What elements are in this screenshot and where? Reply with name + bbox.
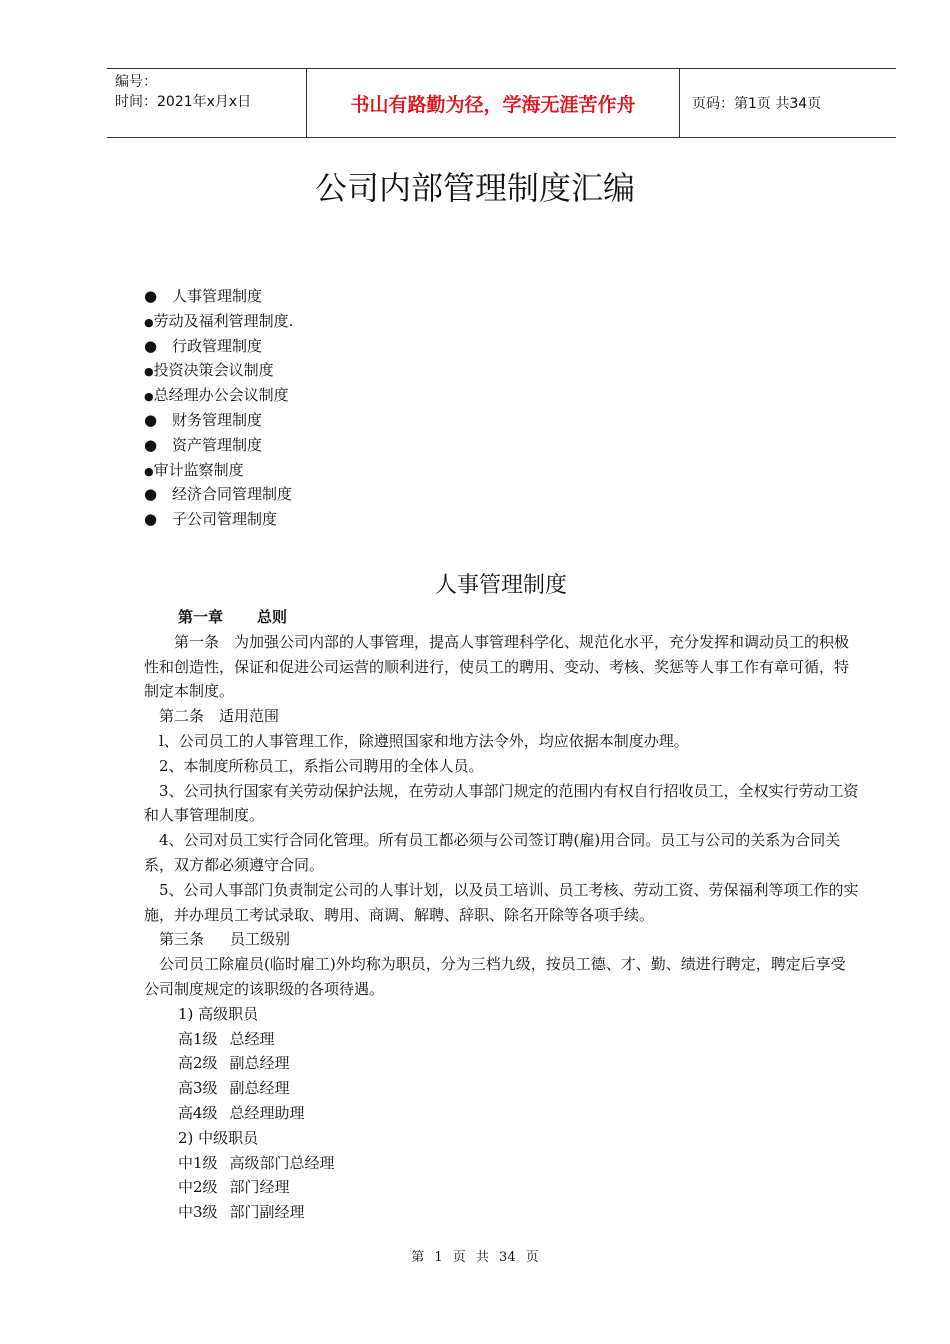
chapter-heading [144, 605, 860, 630]
toc-item-label: 资产管理制度 [172, 435, 263, 454]
staff-level-row [144, 1200, 860, 1225]
article-2-item: 5、公司人事部门负责制定公司的人事计划，以及员工培训、员工考核、劳动工资、劳保福利等项工作的实施，并办理员工考试录取、聘用、商调、解聘、辞职、除名开除等各项手续。 [144, 880, 859, 924]
article-2-item: 3、公司执行国家有关劳动保护法规，在劳动人事部门规定的范围内有权自行招收员工，全权实行劳动工资和人事管理制度。 [144, 781, 859, 825]
level-code: 中3级 [178, 1203, 218, 1222]
staff-group-heading: 1) 高级职员 [178, 1004, 259, 1023]
header-page-info: 页码：第1页 共34页 [692, 96, 822, 112]
header-meta [107, 69, 307, 137]
document-title: 公司内部管理制度汇编 [314, 169, 635, 207]
toc-item [144, 408, 293, 433]
toc-item [144, 433, 293, 458]
staff-level-row [144, 1027, 860, 1052]
page-header [107, 68, 896, 138]
bullet-icon: ● [144, 390, 154, 404]
header-motto: 书山有路勤为径，学海无涯苦作舟 [307, 69, 680, 137]
page-footer: 第 1 页 共 34 页 [411, 1250, 539, 1265]
chapter-number: 第一章 [178, 608, 224, 626]
article-2-item: 4、公司对员工实行合同化管理。所有员工都必须与公司签订聘(雇)用合同。员工与公司的关系为合同关系，双方都必须遵守合同。 [144, 831, 841, 874]
bullet-icon: ● [144, 464, 154, 478]
staff-level-row [144, 1076, 860, 1101]
bullet-icon: ● [144, 336, 158, 355]
article-2-heading: 第二条 适用范围 [159, 707, 280, 726]
level-title: 部门经理 [229, 1178, 290, 1197]
toc-item [144, 507, 293, 532]
bullet-icon: ● [144, 510, 158, 529]
time-label: 时间：2021年x月x日 [115, 94, 252, 110]
toc-item [144, 358, 293, 383]
article-3-number: 第三条 [159, 930, 205, 949]
level-code: 高4级 [178, 1103, 218, 1122]
chapter-name: 总则 [257, 608, 288, 626]
article-3-heading [144, 927, 860, 952]
toc-item-label: 人事管理制度 [172, 287, 263, 305]
toc-item [144, 458, 293, 483]
level-code: 高2级 [178, 1054, 218, 1073]
toc-item [144, 309, 293, 334]
section-title: 人事管理制度 [434, 573, 567, 598]
toc-item [144, 284, 293, 309]
article-3-name: 员工级别 [230, 930, 291, 949]
toc-item [144, 334, 293, 359]
toc-item-label: 财务管理制度 [172, 410, 263, 429]
toc-item-label: 劳动及福利管理制度. [153, 311, 294, 330]
bullet-icon: ● [144, 435, 158, 454]
article-1: 第一条 为加强公司内部的人事管理，提高人事管理科学化、规范化水平，充分发挥和调动员工的积极性和创造性，保证和促进公司运营的顺利进行，使员工的聘用、变动、考核、奖惩等人事工作有章可循，特制定本制度。 [144, 632, 850, 701]
level-title: 部门副经理 [229, 1203, 305, 1222]
level-code: 中1级 [178, 1153, 218, 1172]
number-label: 编号： [115, 74, 157, 90]
level-title: 总经理助理 [229, 1103, 305, 1122]
bullet-icon: ● [144, 410, 158, 429]
staff-level-row [144, 1051, 860, 1076]
toc-item [144, 383, 293, 408]
level-title: 高级部门总经理 [229, 1153, 335, 1172]
toc-item-label: 投资决策会议制度 [153, 361, 274, 380]
bullet-icon: ● [144, 485, 158, 504]
toc-item-label: 总经理办公会议制度 [153, 386, 289, 405]
level-title: 副总经理 [229, 1054, 290, 1073]
bullet-icon: ● [144, 287, 158, 305]
staff-level-row [144, 1101, 860, 1126]
toc-item-label: 经济合同管理制度 [172, 485, 293, 504]
toc-item-label: 行政管理制度 [172, 336, 263, 355]
staff-level-row [144, 1175, 860, 1200]
bullet-icon: ● [144, 365, 154, 379]
level-code: 高3级 [178, 1079, 218, 1098]
level-code: 中2级 [178, 1178, 218, 1197]
level-code: 高1级 [178, 1029, 218, 1048]
toc-item-label: 子公司管理制度 [172, 510, 278, 529]
document-body [144, 605, 860, 1225]
article-2-item: l、公司员工的人事管理工作，除遵照国家和地方法令外，均应依据本制度办理。 [159, 731, 689, 750]
table-of-contents [144, 284, 293, 532]
level-title: 副总经理 [229, 1079, 290, 1098]
bullet-icon: ● [144, 315, 154, 329]
toc-item [144, 482, 293, 507]
article-2-item: 2、本制度所称员工，系指公司聘用的全体人员。 [159, 756, 484, 775]
article-3-intro: 公司员工除雇员(临时雇工)外均称为职员，分为三档九级，按员工德、才、勤、绩进行聘定，聘定后享受公司制度规定的该职级的各项待遇。 [144, 955, 846, 998]
toc-item-label: 审计监察制度 [153, 460, 244, 479]
staff-level-row [144, 1151, 860, 1176]
level-title: 总经理 [229, 1029, 275, 1048]
staff-group-heading: 2) 中级职员 [178, 1128, 259, 1147]
